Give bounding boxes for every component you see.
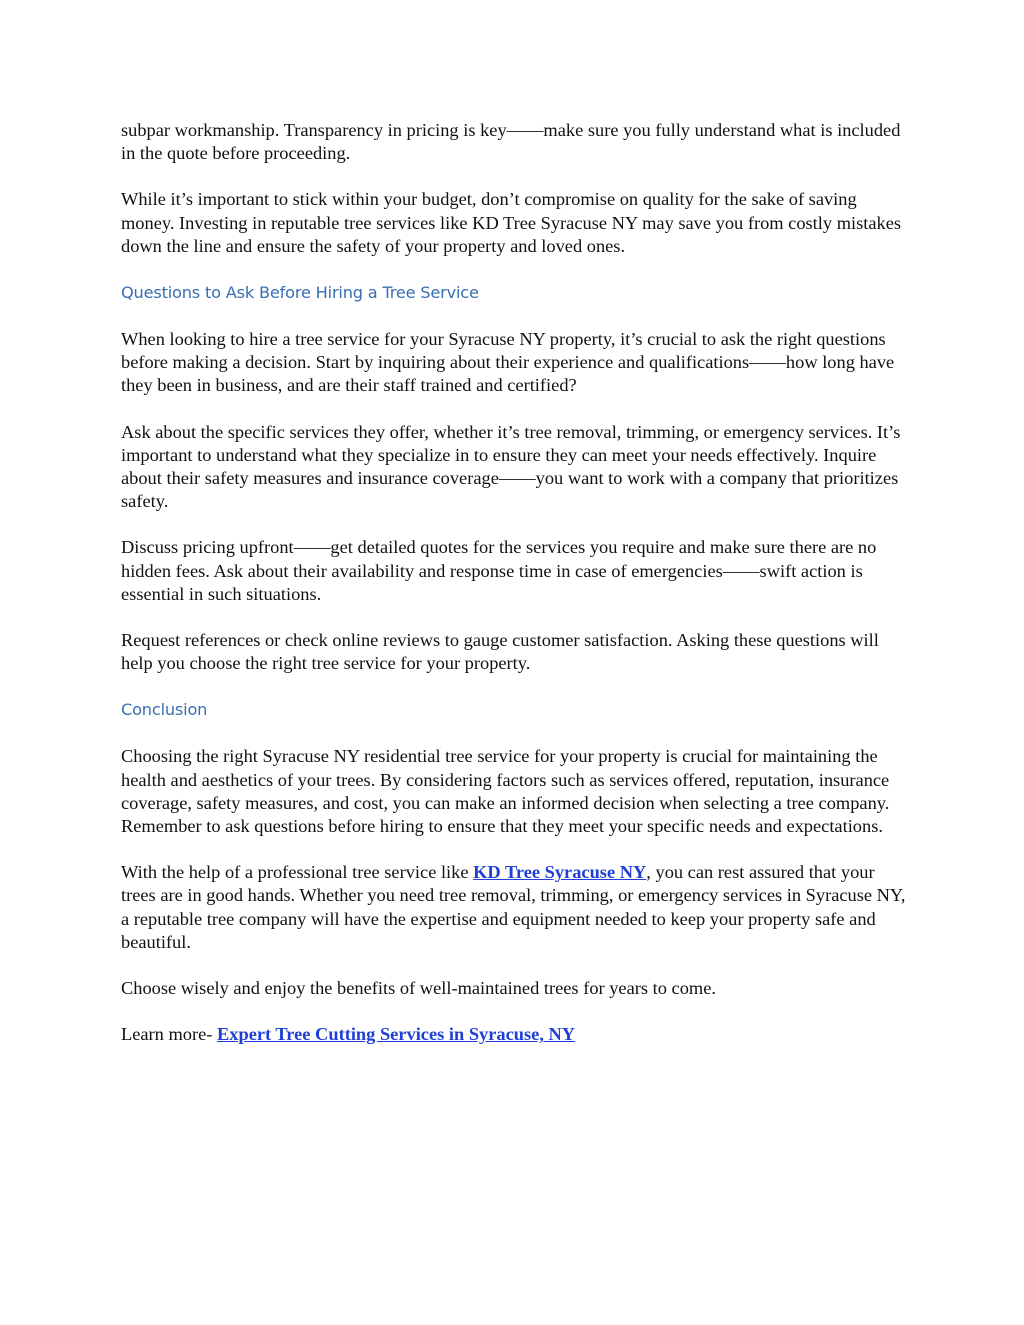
learn-more-label: Learn more- xyxy=(121,1024,217,1045)
expert-tree-cutting-link[interactable]: Expert Tree Cutting Services in Syracuse, NY xyxy=(217,1024,576,1045)
heading-questions: Questions to Ask Before Hiring a Tree Service xyxy=(121,283,479,303)
professional-text-after: , you can rest assured that your trees are in good hands. Whether you need tree removal, trimming, or emergency services in Syracuse NY, a reputable tree company will have the expertise and equipment needed to keep your property safe and beautiful. xyxy=(121,862,906,952)
paragraph-pricing: Discuss pricing upfront——get detailed quotes for the services you require and make sure there are no hidden fees. Ask about their availability and response time in case of emergencies——swift action is essential in such situations. xyxy=(121,537,877,604)
paragraph-professional-service xyxy=(121,861,911,954)
paragraph-services: Ask about the specific services they offer, whether it’s tree removal, trimming, or emergency services. It’s important to understand what they specialize in to ensure they can meet your needs effectively. Inquire about their safety measures and insurance coverage——you want to work with a company that prioritizes safety. xyxy=(121,421,901,512)
kd-tree-link[interactable]: KD Tree Syracuse NY xyxy=(473,862,647,883)
heading-conclusion: Conclusion xyxy=(121,700,208,720)
paragraph-references: Request references or check online reviews to gauge customer satisfaction. Asking these questions will help you choose the right tree service for your property. xyxy=(121,630,879,674)
paragraph-choosing: Choosing the right Syracuse NY residential tree service for your property is crucial for maintaining the health and aesthetics of your trees. By considering factors such as services offered, reputation, insurance coverage, safety measures, and cost, you can make an informed decision when selecting a tree company. Remember to ask questions before hiring to ensure that they meet your specific needs and expectations. xyxy=(121,746,890,837)
paragraph-experience: When looking to hire a tree service for your Syracuse NY property, it’s crucial to ask the right questions before making a decision. Start by inquiring about their experience and qualifications——how long have they been in business, and are their staff trained and certified? xyxy=(121,329,895,396)
professional-text-before: With the help of a professional tree service like xyxy=(121,862,474,883)
paragraph-pricing-transparency: subpar workmanship. Transparency in pricing is key——make sure you fully understand what is included in the quote before proceeding. xyxy=(121,120,901,164)
paragraph-learn-more xyxy=(121,1023,911,1046)
paragraph-budget: While it’s important to stick within your budget, don’t compromise on quality for the sake of saving money. Investing in reputable tree services like KD Tree Syracuse NY may save you from costly mistakes down the line and ensure the safety of your property and loved ones. xyxy=(121,189,902,256)
paragraph-choose-wisely: Choose wisely and enjoy the benefits of well-maintained trees for years to come. xyxy=(121,978,716,999)
document-page xyxy=(121,119,911,1069)
